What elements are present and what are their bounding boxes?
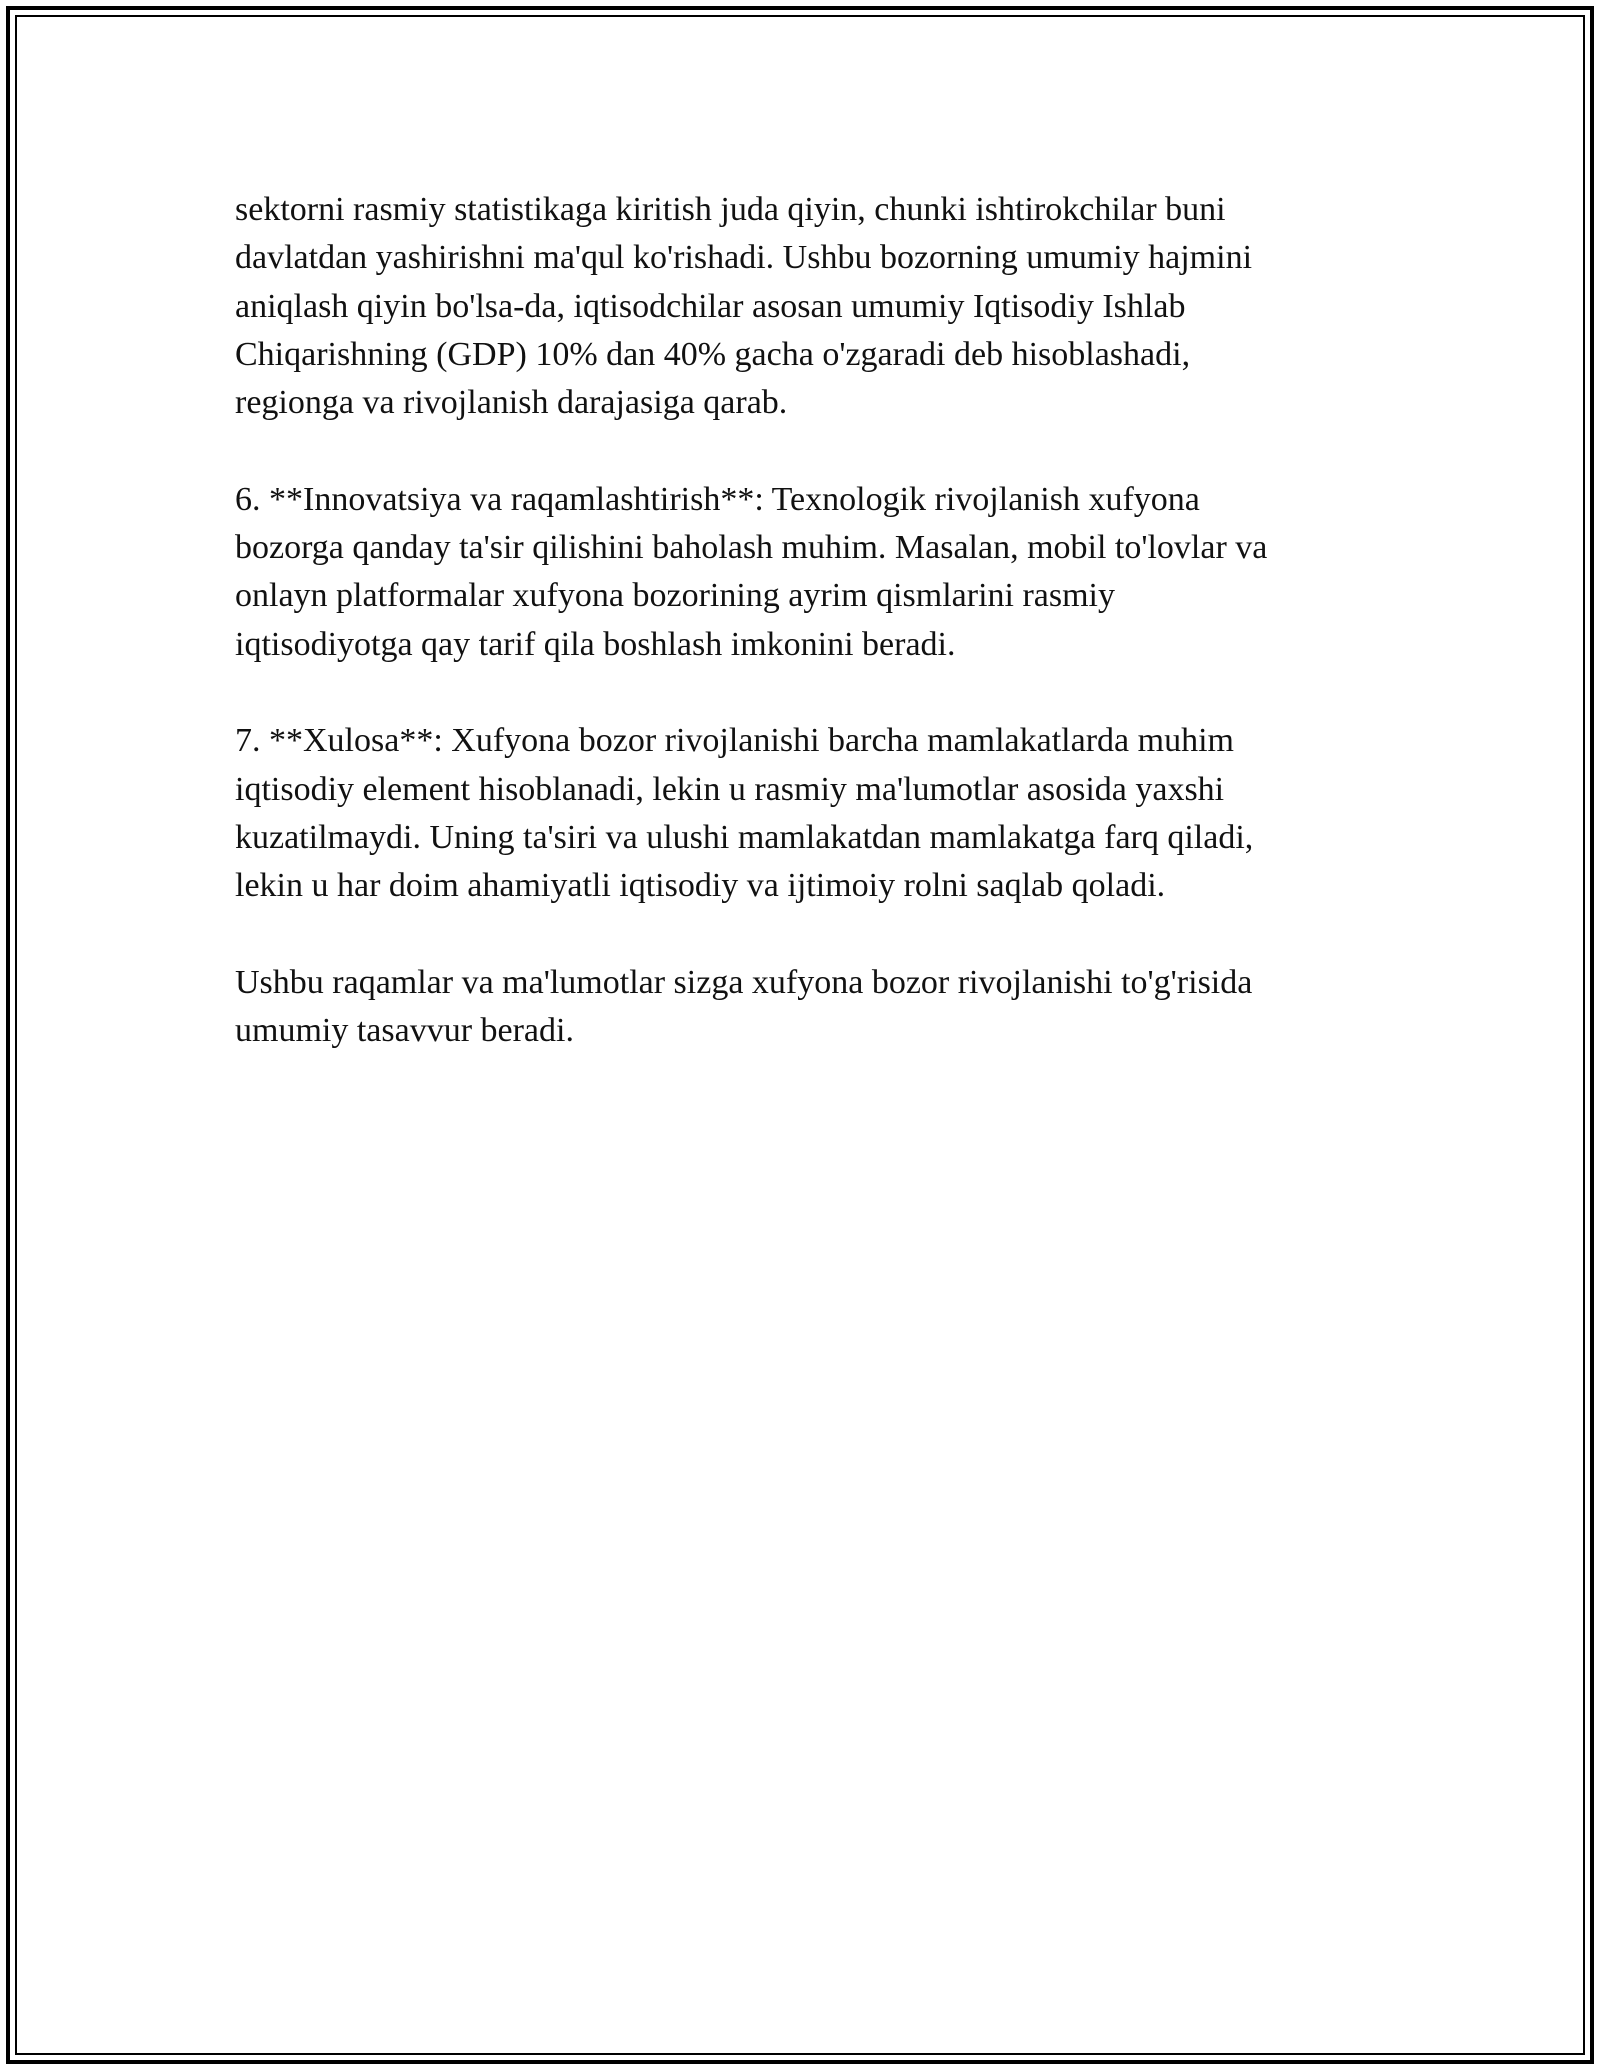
text-line: umumiy tasavvur beradi. bbox=[235, 1012, 574, 1050]
text-line: iqtisodiyotga qay tarif qila boshlash imkonini beradi. bbox=[235, 625, 956, 663]
paragraph-shadow-economy-size bbox=[235, 186, 1385, 427]
text-line: onlayn platformalar xufyona bozorining ayrim qismlarini rasmiy bbox=[235, 577, 1115, 615]
paragraph-conclusion bbox=[235, 717, 1385, 910]
text-line: Chiqarishning (GDP) 10% dan 40% gacha o'zgaradi deb hisoblashadi, bbox=[235, 335, 1191, 373]
paragraph-innovation bbox=[235, 476, 1385, 669]
document-body bbox=[235, 186, 1385, 1104]
text-line: sektorni rasmiy statistikaga kiritish juda qiyin, chunki ishtirokchilar buni bbox=[235, 191, 1226, 228]
text-line: Ushbu raqamlar va ma'lumotlar sizga xufyona bozor rivojlanishi to'g'risida bbox=[235, 963, 1253, 1001]
text-line: iqtisodiy element hisoblanadi, lekin u rasmiy ma'lumotlar asosida yaxshi bbox=[235, 770, 1225, 808]
text-line: regionga va rivojlanish darajasiga qarab. bbox=[235, 384, 788, 422]
paragraph-closing bbox=[235, 959, 1385, 1056]
text-line: 7. **Xulosa**: Xufyona bozor rivojlanishi barcha mamlakatlarda muhim bbox=[235, 722, 1234, 760]
text-line: kuzatilmaydi. Uning ta'siri va ulushi mamlakatdan mamlakatga farq qiladi, bbox=[235, 818, 1254, 856]
text-line: lekin u har doim ahamiyatli iqtisodiy va ijtimoiy rolni saqlab qoladi. bbox=[235, 867, 1166, 905]
text-line: aniqlash qiyin bo'lsa-da, iqtisodchilar asosan umumiy Iqtisodiy Ishlab bbox=[235, 287, 1186, 325]
text-line: 6. **Innovatsiya va raqamlashtirish**: Texnologik rivojlanish xufyona bbox=[235, 480, 1200, 518]
text-line: davlatdan yashirishni ma'qul ko'rishadi. Ushbu bozorning umumiy hajmini bbox=[235, 239, 1253, 277]
text-line: bozorga qanday ta'sir qilishini baholash muhim. Masalan, mobil to'lovlar va bbox=[235, 529, 1268, 567]
